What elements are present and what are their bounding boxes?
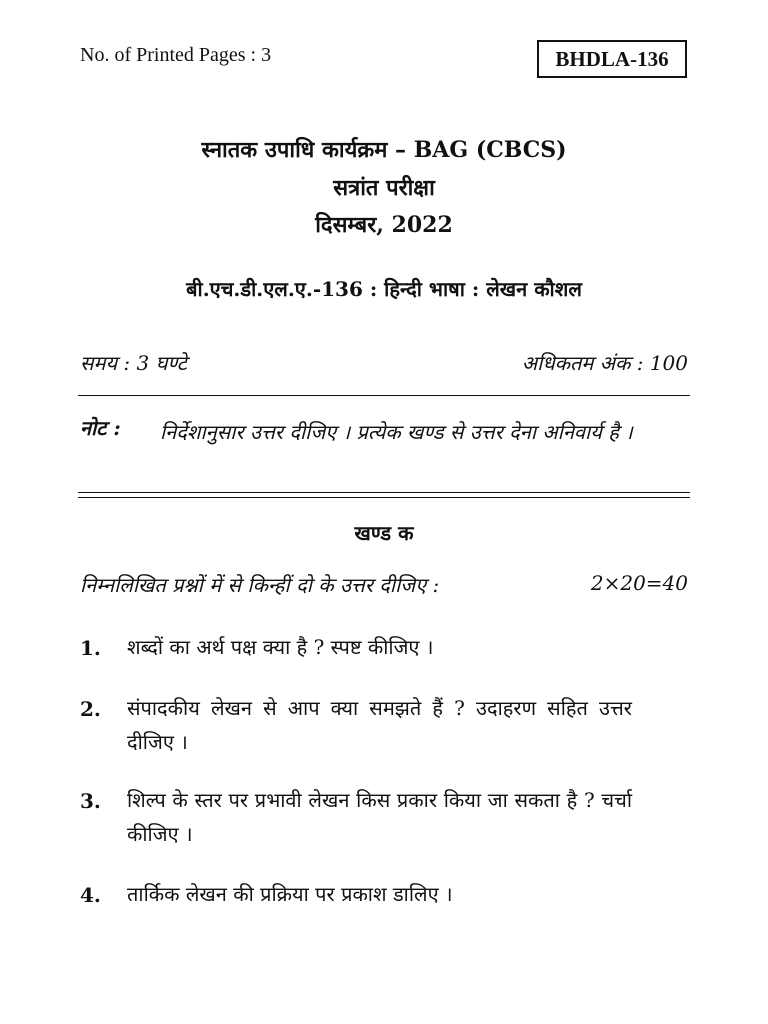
section-marks: 2×20=40: [590, 571, 688, 595]
question-number: 1.: [80, 636, 101, 660]
question-number: 2.: [80, 697, 101, 721]
exam-title: सत्रांत परीक्षा: [333, 175, 435, 201]
question-text: शिल्प के स्तर पर प्रभावी लेखन किस प्रकार किया जा सकता है ? चर्चा कीजिए ।: [127, 788, 632, 846]
double-rule-top: [78, 492, 690, 493]
note-label: नोट :: [80, 416, 121, 440]
section-instruction: निम्नलिखित प्रश्नों में से किन्हीं दो के उत्तर दीजिए :: [80, 573, 440, 597]
course-title: बी.एच.डी.एल.ए.-136 : हिन्दी भाषा : लेखन कौशल: [186, 277, 582, 301]
section-title: खण्ड क: [354, 521, 414, 545]
question-text: शब्दों का अर्थ पक्ष क्या है ? स्पष्ट कीजिए ।: [127, 635, 434, 659]
question-text: तार्किक लेखन की प्रक्रिया पर प्रकाश डालिए ।: [127, 882, 453, 906]
header-divider: [78, 395, 690, 396]
exam-duration: समय : 3 घण्टे: [80, 351, 187, 375]
maximum-marks: अधिकतम अंक : 100: [521, 351, 688, 375]
question-number: 4.: [80, 883, 101, 907]
printed-pages-count: No. of Printed Pages : 3: [80, 44, 272, 66]
paper-code: BHDLA-136: [555, 46, 669, 71]
note-text: निर्देशानुसार उत्तर दीजिए । प्रत्येक खण्ड से उत्तर देना अनिवार्य है ।: [160, 420, 633, 444]
programme-title: स्नातक उपाधि कार्यक्रम – BAG (CBCS): [201, 137, 567, 163]
double-rule-bottom: [78, 497, 690, 498]
question-text: संपादकीय लेखन से आप क्या समझते हैं ? उदाहरण सहित उत्तर दीजिए ।: [127, 696, 632, 754]
question-number: 3.: [80, 789, 101, 813]
paper-code-badge: [537, 40, 687, 78]
exam-date: दिसम्बर, 2022: [315, 212, 453, 238]
